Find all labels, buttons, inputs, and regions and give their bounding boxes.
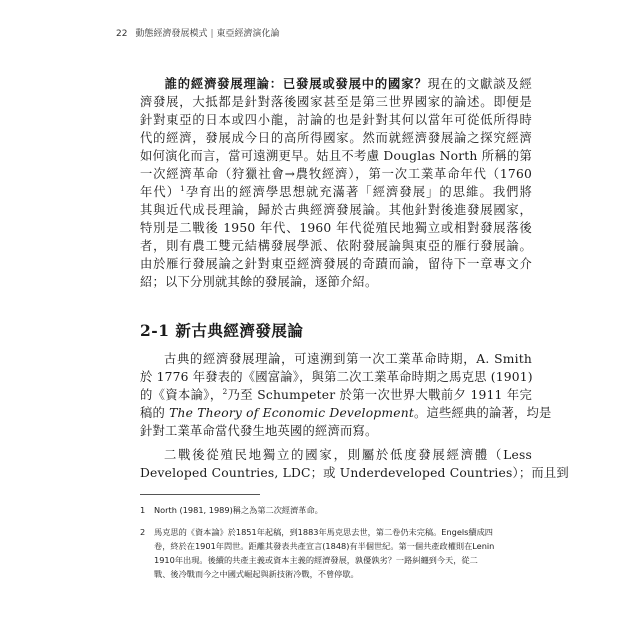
intro-line-10: 者，則有農工雙元結構發展學派、依附發展論與東亞的雁行發展論。	[140, 239, 532, 253]
intro-line-8: 其與近代成長理論，歸於古典經濟發展論。其他針對後進發展國家，	[140, 203, 532, 217]
intro-line-5: 如何演化而言，當可遠溯更早。姑且不考慮 Douglas North 所稱的第	[140, 149, 532, 163]
footnote-2-line-4: 戰、後冷戰而今之中國式崛起與新技術冷戰，不曾停歇。	[154, 569, 359, 579]
chapter-title: 東亞經濟演化論	[216, 29, 280, 39]
footnote-2-line-2: 卷，終於在1901年問世。距離其發表共產宣言(1848)有半個世紀。第一個共產政權則在Lenin	[154, 541, 495, 551]
page-number: 22	[116, 29, 128, 39]
para2-line-1: 古典的經濟發展理論，可遠溯到第一次工業革命時期，A. Smith	[164, 352, 532, 366]
header-separator: |	[210, 29, 214, 39]
intro-line-1: 誰的經濟發展理論：已發展或發展中的國家？現在的文獻談及經	[164, 76, 532, 91]
para3-line-2: Developed Countries, LDC；或 Underdeveloped Countries）；而且到	[140, 466, 569, 480]
para2-line-5: 針對工業革命當代發生地英國的經濟而寫。	[140, 424, 378, 438]
footnote-divider	[140, 494, 260, 495]
intro-line-3: 針對東亞的日本或四小龍，討論的也是針對其何以當年可從低所得時	[140, 113, 532, 127]
footnote-2-number: 2	[140, 527, 146, 537]
para2-line-4: 稿的 The Theory of Economic Development。這些經典的論著，均是	[140, 406, 552, 420]
footnote-1	[140, 503, 532, 517]
footnote-ref-1[interactable]: 1	[180, 183, 186, 193]
intro-line-4: 代的經濟，發展成今日的高所得國家。然而就經濟發展論之探究經濟	[140, 131, 532, 145]
para3-line-1: 二戰後從殖民地獨立的國家，則屬於低度發展經濟體（Less	[164, 448, 532, 462]
footnote-2	[140, 525, 532, 539]
para2-line-3: 的《資本論》，$^2$乃至 Schumpeter 於第一次世界大戰前夕 1911 年完	[140, 386, 532, 402]
footnote-2-text-line-1: 馬克思的《資本論》於1851年起稿，到1883年馬克思去世，第二卷仍未完稿。Engels續成四	[154, 527, 493, 537]
intro-line-7: 年代）$^1$孕育出的經濟學思想就充滿著「經濟發展」的思維。我們將	[140, 183, 533, 199]
intro-line-6: 一次經濟革命（狩獵社會→農牧經濟），第一次工業革命年代（1760	[140, 167, 532, 181]
intro-line-2: 濟發展，大抵都是針對落後國家甚至是第三世界國家的論述。即便是	[140, 95, 532, 109]
footnote-1-number: 1	[140, 505, 146, 515]
book-title-italic: The Theory of Economic Development	[169, 406, 414, 420]
footnote-ref-2[interactable]: 2	[222, 386, 228, 396]
book-title: 動態經濟發展模式	[135, 29, 208, 39]
intro-line-9: 特別是二戰後 1950 年代、1960 年代從殖民地獨立或相對發展落後	[140, 221, 532, 235]
section-heading: 2-1 新古典經濟發展論	[140, 321, 304, 340]
intro-lead: 誰的經濟發展理論：已發展或發展中的國家？	[164, 76, 428, 91]
footnote-2-line-3: 1910年出現。後續的共產主義或資本主義的經濟發展，孰優孰劣？一路糾纏到今天，從二	[154, 555, 478, 565]
footnote-1-text: North (1981, 1989)稱之為第二次經濟革命。	[154, 505, 323, 515]
running-header	[116, 26, 280, 39]
intro-line-12: 紹；以下分別就其餘的發展論，逐節介紹。	[140, 275, 378, 289]
intro-line-11: 由於雁行發展論之針對東亞經濟發展的奇蹟而論，留待下一章專文介	[140, 257, 532, 271]
para2-line-2: 於 1776 年發表的《國富論》，與第二次工業革命時期之馬克思 (1901)	[140, 370, 533, 384]
